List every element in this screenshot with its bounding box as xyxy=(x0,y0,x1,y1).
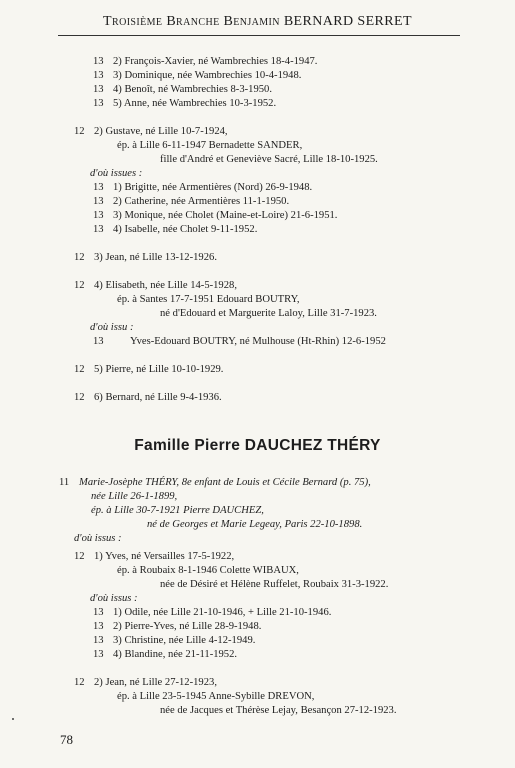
generation-number: 11 xyxy=(59,477,70,488)
marriage-line: ép. à Santes 17-7-1951 Edouard BOUTRY, xyxy=(117,294,300,305)
marriage-line: ép. à Lille 6-11-1947 Bernadette SANDER, xyxy=(117,140,303,151)
entry-text: 5) Anne, née Wambrechies 10-3-1952. xyxy=(113,98,277,109)
entry-text: 2) Catherine, née Armentières 11-1-1950. xyxy=(113,196,290,207)
entry-text: 2) Jean, né Lille 27-12-1923, xyxy=(94,677,217,688)
issue-label: d'où issus : xyxy=(74,533,122,544)
issue-label: d'où issu : xyxy=(90,322,134,333)
entry-line xyxy=(93,606,331,619)
entry-text: 4) Elisabeth, née Lille 14-5-1928, xyxy=(94,280,237,291)
entry-text: 1) Brigitte, née Armentières (Nord) 26-9-1948. xyxy=(113,182,313,193)
generation-number: 12 xyxy=(74,364,85,375)
entry-line xyxy=(74,279,237,292)
entry-text: 4) Blandine, née 21-11-1952. xyxy=(113,649,238,660)
entry-text: 4) Benoît, né Wambrechies 8-3-1950. xyxy=(113,84,272,95)
entry-line xyxy=(93,195,289,208)
running-header-name: BERNARD SERRET xyxy=(283,14,412,29)
issue-label: d'où issus : xyxy=(90,593,138,604)
entry-line xyxy=(93,55,317,68)
entry-text: 2) François-Xavier, né Wambrechies 18-4-1947. xyxy=(113,56,318,67)
generation-number: 12 xyxy=(74,551,85,562)
generation-number: 13 xyxy=(93,621,104,632)
generation-number: 12 xyxy=(74,392,85,403)
marriage-line: ép. à Lille 30-7-1921 Pierre DAUCHEZ, xyxy=(91,505,264,516)
generation-number: 13 xyxy=(93,98,104,109)
entry-text: 3) Monique, née Cholet (Maine-et-Loire) 21-6-1951. xyxy=(113,210,338,221)
entry-text: Marie-Josèphe THÉRY, 8e enfant de Louis et Cécile Bernard (p. 75), xyxy=(79,477,371,488)
entry-text: 6) Bernard, né Lille 9-4-1936. xyxy=(94,392,222,403)
scan-speck xyxy=(12,718,14,720)
running-header-prefix: Troisième Branche Benjamin xyxy=(103,14,280,29)
entry-text: 5) Pierre, né Lille 10-10-1929. xyxy=(94,364,224,375)
generation-number: 13 xyxy=(93,649,104,660)
entry-line xyxy=(74,363,223,376)
spouse-parents-line: fille d'André et Geneviève Sacré, Lille 18-10-1925. xyxy=(160,154,378,165)
generation-number: 13 xyxy=(93,84,104,95)
generation-number: 13 xyxy=(93,336,104,347)
birth-line: née Lille 26-1-1899, xyxy=(91,491,178,502)
marriage-line: ép. à Roubaix 8-1-1946 Colette WIBAUX, xyxy=(117,565,299,576)
entry-text: Yves-Edouard BOUTRY, né Mulhouse (Ht-Rhin) 12-6-1952 xyxy=(130,336,386,347)
entry-line xyxy=(74,251,217,264)
generation-number: 13 xyxy=(93,182,104,193)
generation-number: 13 xyxy=(93,224,104,235)
entry-line xyxy=(93,209,337,222)
entry-line xyxy=(74,676,217,689)
entry-text: 2) Pierre-Yves, né Lille 28-9-1948. xyxy=(113,621,262,632)
entry-line xyxy=(93,634,255,647)
spouse-parents-line: né de Georges et Marie Legeay, Paris 22-10-1898. xyxy=(147,519,363,530)
spouse-parents-line: née de Jacques et Thérèse Lejay, Besançon 27-12-1923. xyxy=(160,705,397,716)
section-title: Famille Pierre DAUCHEZ THÉRY xyxy=(134,437,381,454)
entry-text: 3) Christine, née Lille 4-12-1949. xyxy=(113,635,256,646)
issue-label: d'où issues : xyxy=(90,168,143,179)
entry-text: 3) Dominique, née Wambrechies 10-4-1948. xyxy=(113,70,302,81)
generation-number: 12 xyxy=(74,252,85,263)
entry-line xyxy=(74,125,228,138)
entry-text: 4) Isabelle, née Cholet 9-11-1952. xyxy=(113,224,258,235)
entry-line xyxy=(74,550,234,563)
entry-line xyxy=(93,335,386,348)
entry-line xyxy=(93,620,261,633)
marriage-line: ép. à Lille 23-5-1945 Anne-Sybille DREVON, xyxy=(117,691,315,702)
generation-number: 13 xyxy=(93,56,104,67)
entry-text: 2) Gustave, né Lille 10-7-1924, xyxy=(94,126,228,137)
entry-line xyxy=(74,391,222,404)
entry-text: 1) Odile, née Lille 21-10-1946, + Lille 21-10-1946. xyxy=(113,607,332,618)
page-number: 78 xyxy=(60,732,73,747)
entry-line xyxy=(93,69,301,82)
generation-number: 12 xyxy=(74,677,85,688)
entry-line xyxy=(93,648,237,661)
spouse-parents-line: né d'Edouard et Marguerite Laloy, Lille 31-7-1923. xyxy=(160,308,377,319)
header-rule xyxy=(58,35,460,36)
generation-number: 13 xyxy=(93,70,104,81)
entry-line xyxy=(93,223,257,236)
entry-line xyxy=(93,83,272,96)
entry-line xyxy=(59,476,371,489)
entry-text: 1) Yves, né Versailles 17-5-1922, xyxy=(94,551,235,562)
generation-number: 13 xyxy=(93,607,104,618)
spouse-parents-line: née de Désiré et Hélène Ruffelet, Roubaix 31-3-1922. xyxy=(160,579,389,590)
entry-line xyxy=(93,97,276,110)
generation-number: 13 xyxy=(93,210,104,221)
generation-number: 12 xyxy=(74,280,85,291)
running-header xyxy=(0,14,515,30)
generation-number: 12 xyxy=(74,126,85,137)
generation-number: 13 xyxy=(93,196,104,207)
generation-number: 13 xyxy=(93,635,104,646)
entry-line xyxy=(93,181,312,194)
entry-text: 3) Jean, né Lille 13-12-1926. xyxy=(94,252,217,263)
